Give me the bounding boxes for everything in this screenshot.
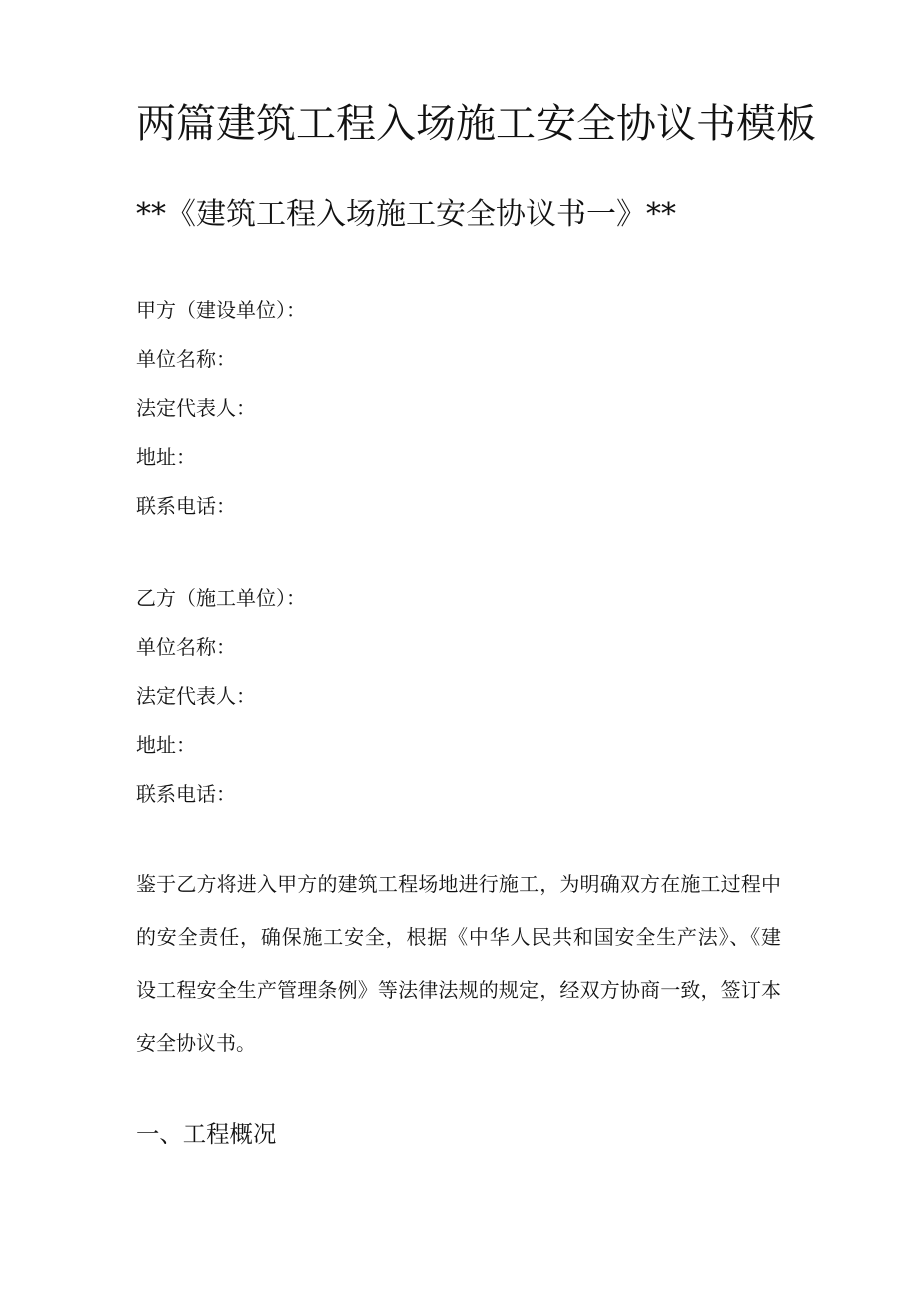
section-1-heading: 一、工程概况: [136, 1120, 277, 1148]
party-b-unit-name: 单位名称：: [136, 635, 236, 659]
preamble-paragraph: [136, 858, 781, 1070]
preamble-line: 设工程安全生产管理条例》等法律法规的规定，经双方协商一致，签订本: [136, 978, 781, 1002]
party-a-heading: 甲方（建设单位）：: [136, 298, 306, 322]
party-b-address: 地址：: [136, 733, 196, 757]
party-b-phone: 联系电话：: [136, 782, 236, 806]
party-a-phone: 联系电话：: [136, 494, 236, 518]
preamble-line: 鉴于乙方将进入甲方的建筑工程场地进行施工，为明确双方在施工过程中: [136, 872, 781, 896]
party-b-heading: 乙方（施工单位）：: [136, 586, 306, 610]
party-a-unit-name: 单位名称：: [136, 347, 236, 371]
party-b-legal-rep: 法定代表人：: [136, 684, 256, 708]
document-title: 两篇建筑工程入场施工安全协议书模板: [136, 101, 816, 147]
party-a-legal-rep: 法定代表人：: [136, 396, 256, 420]
agreement-subtitle: **《建筑工程入场施工安全协议书一》**: [136, 197, 676, 232]
party-a-address: 地址：: [136, 445, 196, 469]
preamble-line: 的安全责任，确保施工安全，根据《中华人民共和国安全生产法》、《建: [136, 925, 781, 949]
preamble-line: 安全协议书。: [136, 1031, 256, 1055]
